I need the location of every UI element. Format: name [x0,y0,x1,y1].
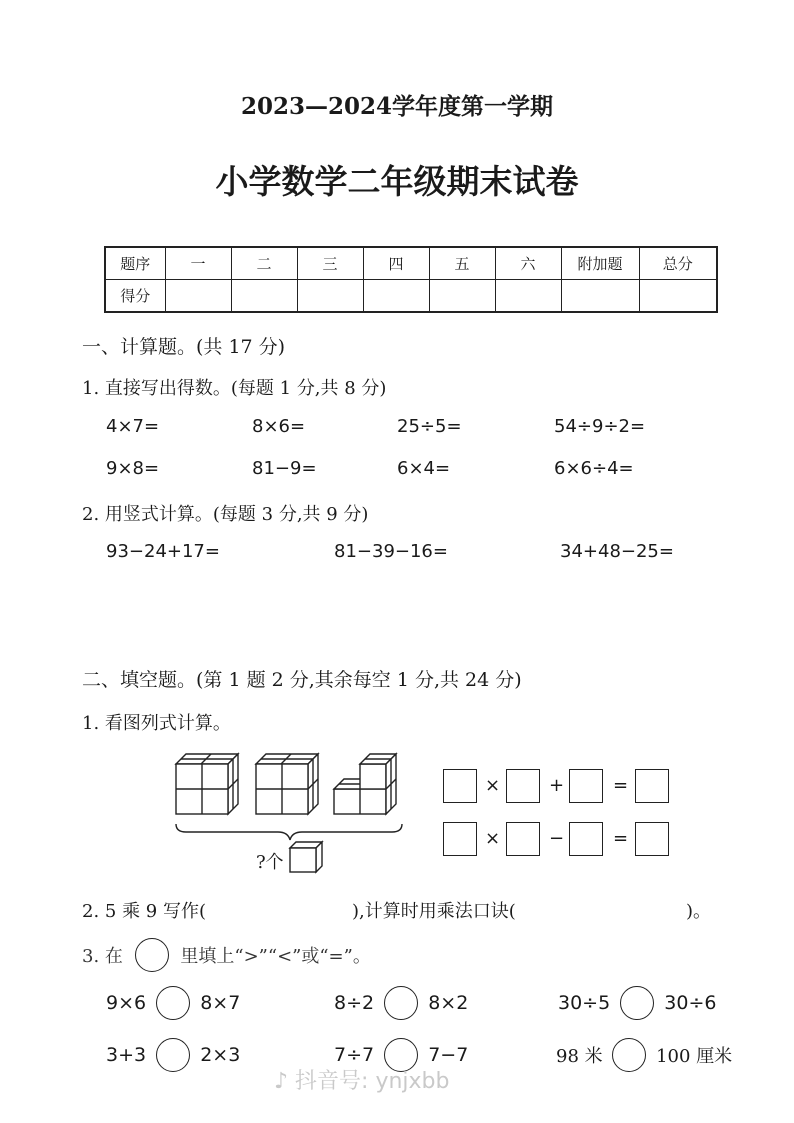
blank-multiplication-rhyme[interactable] [562,893,684,921]
vertical-calc-item: 93−24+17= [106,541,220,562]
cube-count-label: ?个 [256,852,284,873]
sample-circle [135,938,169,972]
compare-circle[interactable] [384,986,418,1020]
s2-q2-part3: )。 [686,901,712,922]
score-cell[interactable] [363,280,429,313]
section1-heading: 一、计算题。(共 17 分) [82,336,286,358]
s1-q2-prompt: 2. 用竖式计算。(每题 3 分,共 9 分) [82,504,369,525]
score-table-column: 二 [231,247,297,280]
operator-equals: = [613,828,629,849]
operator-times: × [485,828,501,849]
score-table-column: 五 [429,247,495,280]
score-cell[interactable] [429,280,495,313]
compare-circle[interactable] [156,986,190,1020]
score-table-row-label: 题序 [105,247,165,280]
compare-item [558,986,716,1020]
single-cube-icon [290,842,322,872]
answer-box[interactable] [635,822,669,856]
tiktok-icon: ♪ [274,1069,289,1094]
calc-item: 9×8= [106,458,160,479]
answer-box[interactable] [443,822,477,856]
score-table-column: 三 [297,247,363,280]
answer-box[interactable] [506,769,540,803]
cube-group-1 [176,754,238,814]
compare-circle[interactable] [156,1038,190,1072]
score-table-column: 附加题 [561,247,639,280]
compare-item [556,1038,732,1072]
vertical-calc-item: 81−39−16= [334,541,448,562]
answer-box[interactable] [569,769,603,803]
exam-title: 小学数学二年级期末试卷 [215,162,579,201]
compare-item [106,1038,240,1072]
compare-right: 8×2 [428,992,469,1014]
cube-group-3 [334,754,396,814]
blank-multiplication-expression[interactable] [222,893,350,921]
compare-right: 8×7 [200,992,241,1014]
cube-group-2 [256,754,318,814]
compare-item [106,986,240,1020]
calc-item: 6×4= [397,458,451,479]
score-cell[interactable] [297,280,363,313]
calc-item: 8×6= [252,416,306,437]
watermark [274,1064,449,1095]
score-table-header-row [105,247,717,280]
score-table-column: 一 [165,247,231,280]
section2-heading: 二、填空题。(第 1 题 2 分,其余每空 1 分,共 24 分) [82,669,522,691]
compare-right: 100 厘米 [656,1046,733,1067]
compare-item [334,986,468,1020]
operator-equals: = [613,775,629,796]
calc-item: 6×6÷4= [554,458,634,479]
exam-term: 2023—2024学年度第一学期 [240,93,554,120]
score-table-row-label: 得分 [105,280,165,313]
score-cell[interactable] [495,280,561,313]
vertical-calc-item: 34+48−25= [560,541,674,562]
answer-box[interactable] [569,822,603,856]
compare-left: 3+3 [106,1044,147,1066]
compare-left: 98 米 [556,1046,603,1067]
calc-item: 4×7= [106,416,160,437]
compare-left: 30÷5 [558,992,611,1014]
compare-circle[interactable] [620,986,654,1020]
compare-right: 30÷6 [664,992,717,1014]
s2-q2-part2: ),计算时用乘法口诀( [352,901,516,922]
compare-left: 9×6 [106,992,147,1014]
s2-q3-suffix: 里填上“>”“<”或“=”。 [180,946,371,967]
operator-minus: − [549,828,565,849]
calc-item: 54÷9÷2= [554,416,646,437]
compare-left: 8÷2 [334,992,375,1014]
score-cell[interactable] [561,280,639,313]
score-table-score-row [105,280,717,313]
answer-box[interactable] [506,822,540,856]
operator-plus: + [549,775,565,796]
score-cell[interactable] [639,280,717,313]
answer-box[interactable] [635,769,669,803]
s1-q1-prompt: 1. 直接写出得数。(每题 1 分,共 8 分) [82,378,387,399]
score-table-column: 四 [363,247,429,280]
score-table-column: 六 [495,247,561,280]
operator-times: × [485,775,501,796]
answer-box[interactable] [443,769,477,803]
s2-q3-prompt [82,938,371,972]
calc-item: 25÷5= [397,416,462,437]
calc-item: 81−9= [252,458,317,479]
compare-circle[interactable] [612,1038,646,1072]
compare-right: 2×3 [200,1044,241,1066]
score-table [104,246,718,313]
compare-right: 7−7 [428,1044,469,1066]
s2-q3-prefix: 3. 在 [82,946,123,967]
compare-left: 7÷7 [334,1044,375,1066]
watermark-text: 抖音号: ynjxbb [295,1069,450,1094]
score-cell[interactable] [165,280,231,313]
s2-q1-prompt: 1. 看图列式计算。 [82,713,231,734]
s2-q2-part1: 2. 5 乘 9 写作( [82,901,206,922]
cube-groups-figure [170,748,410,874]
score-table-column: 总分 [639,247,717,280]
brace [176,824,402,840]
score-cell[interactable] [231,280,297,313]
